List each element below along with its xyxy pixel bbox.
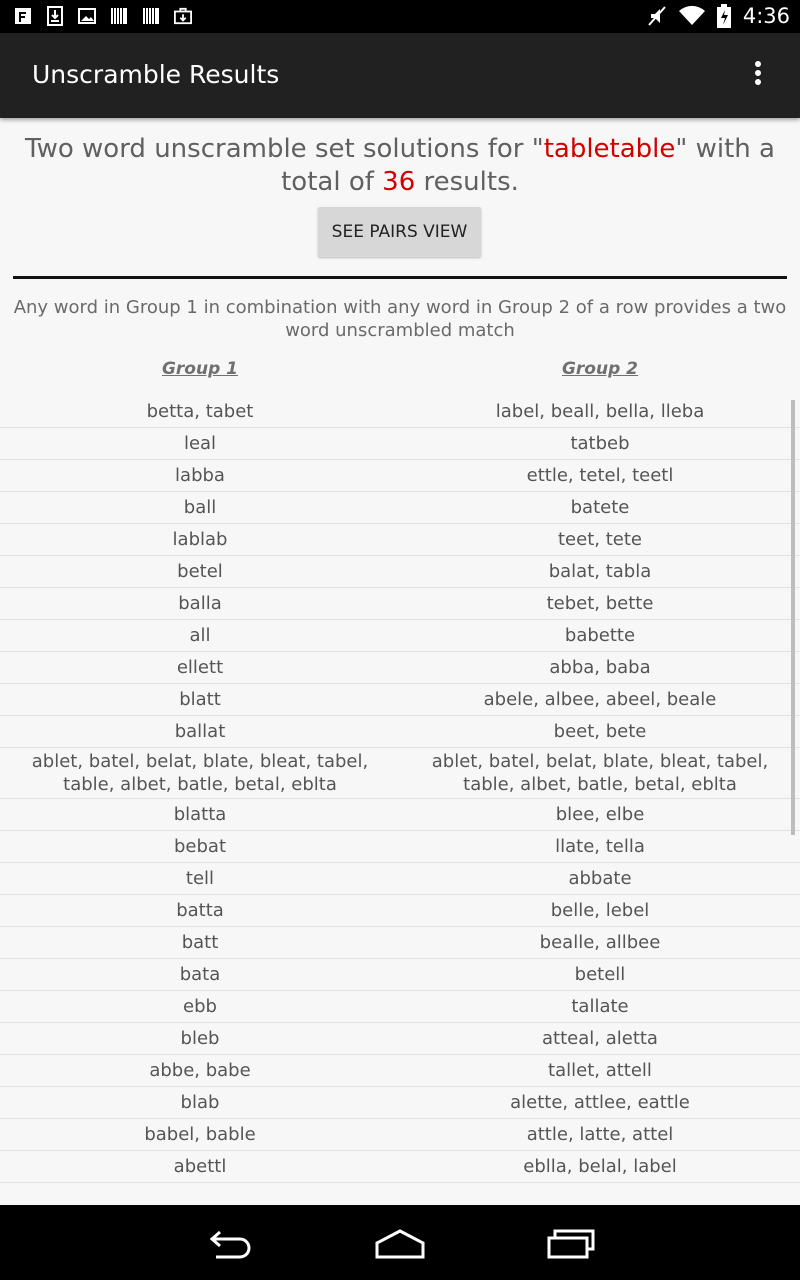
explanation-text: Any word in Group 1 in combination with any word in Group 2 of a row provides a two word unscrambled match xyxy=(13,297,787,341)
group-1-cell: leal xyxy=(183,433,217,454)
barcode-icon xyxy=(142,6,160,26)
summary-prefix: Two word unscramble set solutions for " xyxy=(25,134,544,164)
group-1-cell: ellett xyxy=(176,657,224,678)
clipboard-icon xyxy=(174,6,192,26)
group-1-cell: ball xyxy=(183,497,217,518)
group-1-cell: betel xyxy=(177,561,223,582)
battery-icon xyxy=(717,4,731,28)
table-row xyxy=(0,959,800,991)
navigation-bar xyxy=(0,1205,800,1280)
app-bar xyxy=(0,33,800,118)
group-1-cell: ebb xyxy=(183,996,217,1017)
table-row xyxy=(0,524,800,556)
mute-icon xyxy=(647,5,667,27)
scrollbar[interactable] xyxy=(791,400,795,835)
group-2-cell: tallet, attell xyxy=(548,1060,652,1081)
group-2-cell: beet, bete xyxy=(553,721,647,742)
table-row xyxy=(0,1023,800,1055)
group-2-cell: tatbeb xyxy=(570,433,630,454)
group-2-cell: betell xyxy=(574,964,626,985)
group-2-cell: label, beall, bella, lleba xyxy=(495,401,705,422)
table-row xyxy=(0,1119,800,1151)
group-2-cell: ablet, batel, belat, blate, bleat, tabel, table, albet, batle, betal, eblta xyxy=(431,751,769,795)
table-row xyxy=(0,396,800,428)
summary-suffix: results. xyxy=(415,167,519,197)
group-1-cell: balla xyxy=(178,593,222,614)
table-row xyxy=(0,799,800,831)
status-time: 4:36 xyxy=(742,4,790,28)
group-1-cell: bebat xyxy=(173,836,226,857)
group-2-cell: eblla, belal, label xyxy=(523,1156,677,1177)
group-1-cell: blatta xyxy=(173,804,227,825)
table-row xyxy=(0,1087,800,1119)
table-row xyxy=(0,684,800,716)
status-bar xyxy=(0,0,800,33)
group-1-cell: abbe, babe xyxy=(149,1060,251,1081)
group-1-cell: bleb xyxy=(180,1028,220,1049)
group-1-cell: batta xyxy=(176,900,224,921)
table-row xyxy=(0,895,800,927)
group-2-cell: tallate xyxy=(571,996,629,1017)
group-2-cell: balat, tabla xyxy=(548,561,652,582)
download-icon xyxy=(46,6,64,26)
notification-icon xyxy=(14,6,32,26)
group-2-cell: tebet, bette xyxy=(546,593,654,614)
table-row xyxy=(0,991,800,1023)
table-row xyxy=(0,748,800,799)
group-2-cell: atteal, aletta xyxy=(542,1028,658,1049)
group-2-cell: llate, tella xyxy=(555,836,645,857)
table-row xyxy=(0,588,800,620)
home-icon[interactable] xyxy=(370,1227,430,1261)
table-row xyxy=(0,863,800,895)
group-1-header: Group 1 xyxy=(161,359,239,379)
image-icon xyxy=(78,6,96,26)
divider xyxy=(13,276,787,279)
group-2-cell: bealle, allbee xyxy=(539,932,661,953)
barcode-icon xyxy=(110,6,128,26)
results-summary xyxy=(10,133,790,199)
group-1-cell: ballat xyxy=(174,721,226,742)
see-pairs-view-button[interactable]: SEE PAIRS VIEW xyxy=(318,207,481,257)
group-2-cell: ettle, tetel, teetl xyxy=(526,465,674,486)
results-list[interactable] xyxy=(0,396,800,1177)
table-row xyxy=(0,1151,800,1183)
group-2-cell: alette, attlee, eattle xyxy=(510,1092,690,1113)
group-1-cell: tell xyxy=(185,868,215,889)
group-2-cell: belle, lebel xyxy=(550,900,650,921)
group-2-cell: abele, albee, abeel, beale xyxy=(483,689,717,710)
table-row xyxy=(0,927,800,959)
summary-middle: " with a total of xyxy=(281,134,775,197)
table-row xyxy=(0,556,800,588)
group-1-cell: blatt xyxy=(179,689,221,710)
summary-count: 36 xyxy=(382,167,416,197)
group-1-cell: babel, bable xyxy=(144,1124,256,1145)
recents-icon[interactable] xyxy=(541,1227,601,1261)
group-2-cell: blee, elbe xyxy=(555,804,645,825)
table-row xyxy=(0,831,800,863)
group-1-cell: all xyxy=(189,625,211,646)
group-1-cell: betta, tabet xyxy=(146,401,254,422)
table-row xyxy=(0,460,800,492)
group-2-cell: attle, latte, attel xyxy=(526,1124,674,1145)
group-2-cell: abba, baba xyxy=(549,657,651,678)
summary-word: tabletable xyxy=(543,134,676,164)
group-1-cell: batt xyxy=(181,932,219,953)
wifi-icon xyxy=(679,6,705,26)
group-1-cell: lablab xyxy=(172,529,228,550)
group-2-cell: abbate xyxy=(568,868,632,889)
group-1-cell: ablet, batel, belat, blate, bleat, tabel, table, albet, batle, betal, eblta xyxy=(31,751,369,795)
more-vert-icon[interactable] xyxy=(746,61,770,91)
table-row xyxy=(0,428,800,460)
table-row xyxy=(0,492,800,524)
table-row xyxy=(0,1055,800,1087)
group-2-header: Group 2 xyxy=(561,359,639,379)
group-1-cell: bata xyxy=(179,964,221,985)
group-2-cell: babette xyxy=(564,625,636,646)
table-row xyxy=(0,620,800,652)
group-1-cell: labba xyxy=(175,465,225,486)
group-1-cell: blab xyxy=(180,1092,220,1113)
group-2-cell: batete xyxy=(570,497,630,518)
table-row xyxy=(0,716,800,748)
table-row xyxy=(0,652,800,684)
back-icon[interactable] xyxy=(200,1227,260,1261)
group-1-cell: abettl xyxy=(173,1156,227,1177)
group-2-cell: teet, tete xyxy=(558,529,642,550)
app-title: Unscramble Results xyxy=(32,60,280,89)
